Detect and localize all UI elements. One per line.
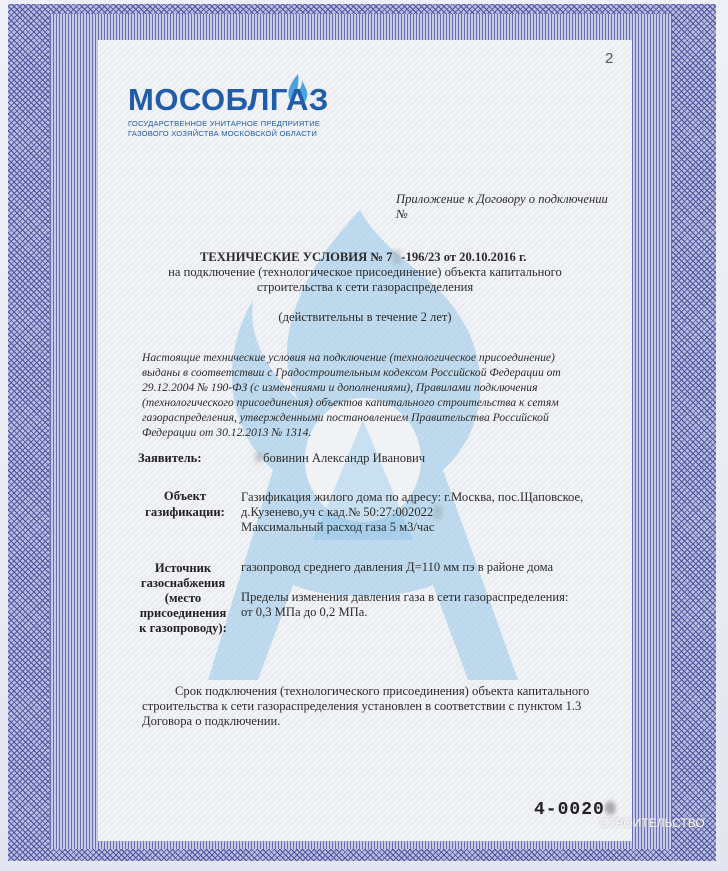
title-redacted: ▒ (392, 250, 402, 264)
logo-subtitle-line2: ГАЗОВОГО ХОЗЯЙСТВА МОСКОВСКОЙ ОБЛАСТИ (128, 129, 318, 138)
source-value-line1: газопровод среднего давления Д=110 мм пэ в районе дома (241, 560, 554, 574)
object-label-line2: газификации: (145, 505, 225, 519)
applicant-label: Заявитель: (138, 451, 202, 465)
object-value-line1: Газификация жилого дома по адресу: г.Москва, пос.Щаповское, (241, 490, 584, 504)
object-cadastral-redacted: ▒ (433, 505, 443, 519)
source-value-line3: от 0,3 МПа до 0,2 МПа. (241, 605, 368, 619)
applicant-redacted: Х (254, 451, 264, 465)
logo-wordmark: МОСОБЛГАЗ (128, 82, 329, 117)
intro-line3: 29.12.2004 № 190-ФЗ (с изменениями и дополнениями), Правилами подключения (142, 381, 538, 394)
term-line3: Договора о подключении. (142, 714, 281, 728)
object-value-line2 (241, 505, 442, 520)
source-label-line5: к газопроводу): (139, 621, 227, 635)
source-label-line3: (место (164, 591, 202, 605)
appendix-line1: Приложение к Договору о подключении (396, 192, 608, 206)
intro-line5: газораспределения, утвержденными постановлением Правительства Российской (142, 411, 549, 424)
source-value-line2: Пределы изменения давления газа в сети газораспределения: (241, 590, 569, 604)
source-label-line4: присоединения (139, 606, 227, 620)
object-value-line3: Максимальный расход газа 5 м3/час (241, 520, 435, 534)
intro-line4: (технологического присоединения) объектов капитального строительства к сетям (142, 396, 559, 409)
object-label-line1: Объект (163, 489, 207, 503)
intro-line1: Настоящие технические условия на подключение (технологическое присоединение) (142, 351, 555, 364)
document-title (200, 250, 526, 265)
appendix-line2: № (396, 207, 408, 221)
source-label-line1: Источник (154, 561, 212, 575)
title-validity: (действительны в течение 2 лет) (278, 310, 452, 324)
applicant-name: бовинин Александр Иванович (263, 451, 426, 465)
term-line2: строительства к сети газораспределения установлен в соответствии с пунктом 1.3 (142, 699, 582, 713)
title-heading-rest: -196/23 от 20.10.2016 г. (401, 250, 527, 264)
title-subtitle-line1: на подключение (технологическое присоединение) объекта капитального (168, 265, 562, 279)
source-label-line2: газоснабжения (140, 576, 226, 590)
title-heading: ТЕХНИЧЕСКИЕ УСЛОВИЯ № 7 (200, 250, 393, 264)
serial-redacted: 0 (604, 800, 617, 820)
serial-value: 4-0020 (534, 800, 605, 820)
intro-line6: Федерации от 30.12.2013 № 1314. (142, 426, 312, 439)
title-subtitle-line2: строительства к сети газораспределения (256, 280, 474, 294)
term-line1: Срок подключения (технологического присоединения) объекта капитального (175, 684, 590, 698)
watermark-text: СТРОИТЕЛЬСТВО (600, 816, 705, 830)
logo-subtitle-line1: ГОСУДАРСТВЕННОЕ УНИТАРНОЕ ПРЕДПРИЯТИЕ (128, 119, 321, 128)
object-cadastral: д.Кузенево,уч с кад.№ 50:27:002022 (241, 505, 434, 519)
applicant-value (254, 451, 425, 466)
page-number: 2 (605, 50, 614, 67)
intro-line2: выданы в соответствии с Градостроительным кодексом Российской Федерации от (142, 366, 561, 379)
